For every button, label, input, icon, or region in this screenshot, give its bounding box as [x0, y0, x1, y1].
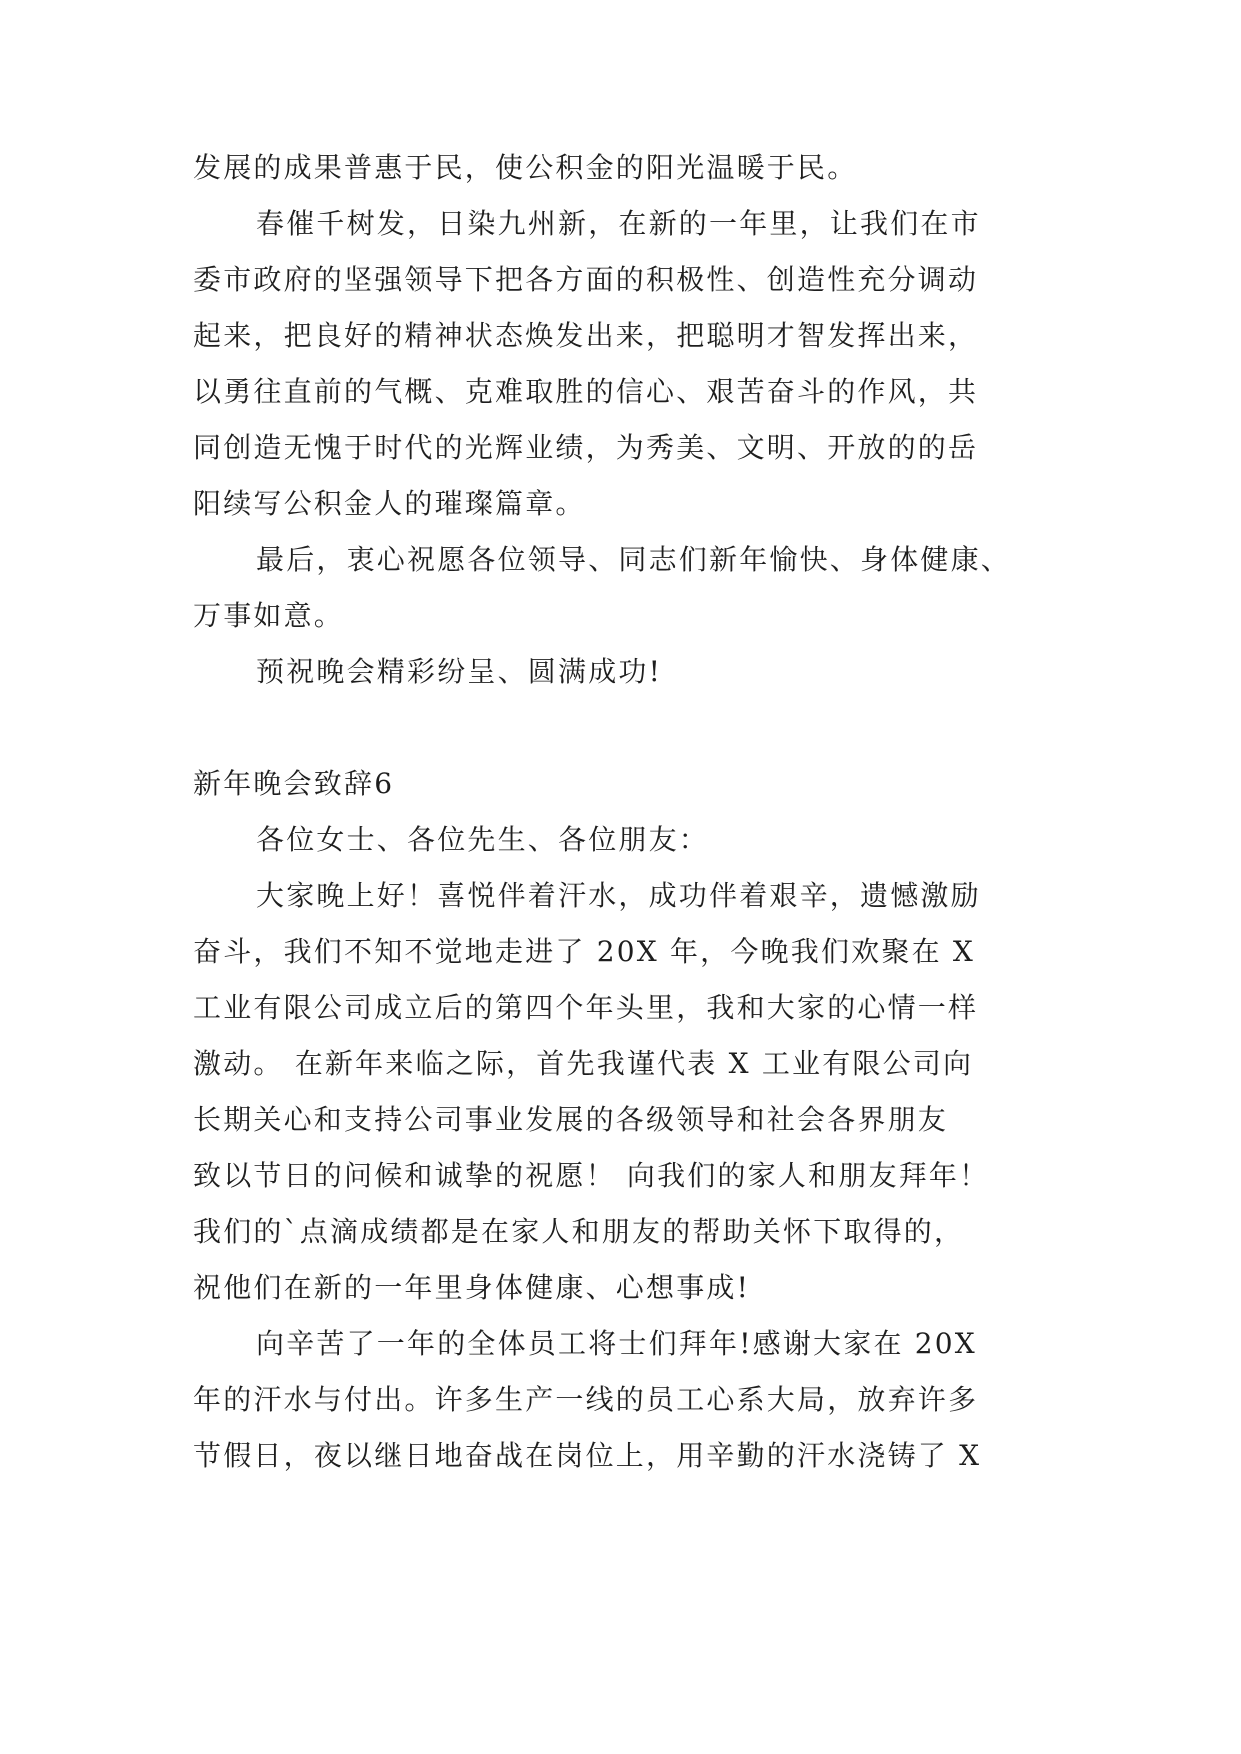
paragraph-start-line: 向辛苦了一年的全体员工将士们拜年!感谢大家在 20X	[256, 1327, 977, 1360]
text-line: 起来，把良好的精神状态焕发出来，把聪明才智发挥出来，	[193, 319, 979, 352]
text-line: 激动。 在新年来临之际，首先我谨代表 X 工业有限公司向	[193, 1047, 974, 1080]
text-line: 工业有限公司成立后的第四个年头里，我和大家的心情一样	[193, 991, 979, 1024]
text-line: 致以节日的问候和诚挚的祝愿！ 向我们的家人和朋友拜年！	[193, 1159, 990, 1192]
text-line: 节假日，夜以继日地奋战在岗位上，用辛勤的汗水浇铸了 X	[193, 1439, 982, 1472]
paragraph-start-line: 最后，衷心祝愿各位领导、同志们新年愉快、身体健康、	[256, 543, 1012, 576]
paragraph-start-line: 大家晚上好！喜悦伴着汗水，成功伴着艰辛，遗憾激励	[256, 879, 981, 912]
text-line: 我们的`点滴成绩都是在家人和朋友的帮助关怀下取得的，	[193, 1215, 965, 1248]
salutation-line: 各位女士、各位先生、各位朋友：	[256, 823, 710, 856]
text-line: 以勇往直前的气概、克难取胜的信心、艰苦奋斗的作风，共	[193, 375, 979, 408]
text-line: 奋斗，我们不知不觉地走进了 20X 年，今晚我们欢聚在 X	[193, 935, 975, 968]
text-line: 祝他们在新的一年里身体健康、心想事成!	[193, 1271, 751, 1304]
paragraph-start-line: 预祝晚会精彩纷呈、圆满成功!	[256, 655, 663, 688]
section-heading: 新年晚会致辞6	[193, 767, 395, 800]
text-line: 阳续写公积金人的璀璨篇章。	[193, 487, 586, 520]
text-line: 发展的成果普惠于民，使公积金的阳光温暖于民。	[193, 151, 858, 184]
text-line: 委市政府的坚强领导下把各方面的积极性、创造性充分调动	[193, 263, 979, 296]
text-line: 年的汗水与付出。许多生产一线的员工心系大局，放弃许多	[193, 1383, 979, 1416]
text-line: 万事如意。	[193, 599, 345, 632]
text-line: 长期关心和支持公司事业发展的各级领导和社会各界朋友	[193, 1103, 949, 1136]
paragraph-start-line: 春催千树发，日染九州新，在新的一年里，让我们在市	[256, 207, 981, 240]
text-line: 同创造无愧于时代的光辉业绩，为秀美、文明、开放的的岳	[193, 431, 979, 464]
